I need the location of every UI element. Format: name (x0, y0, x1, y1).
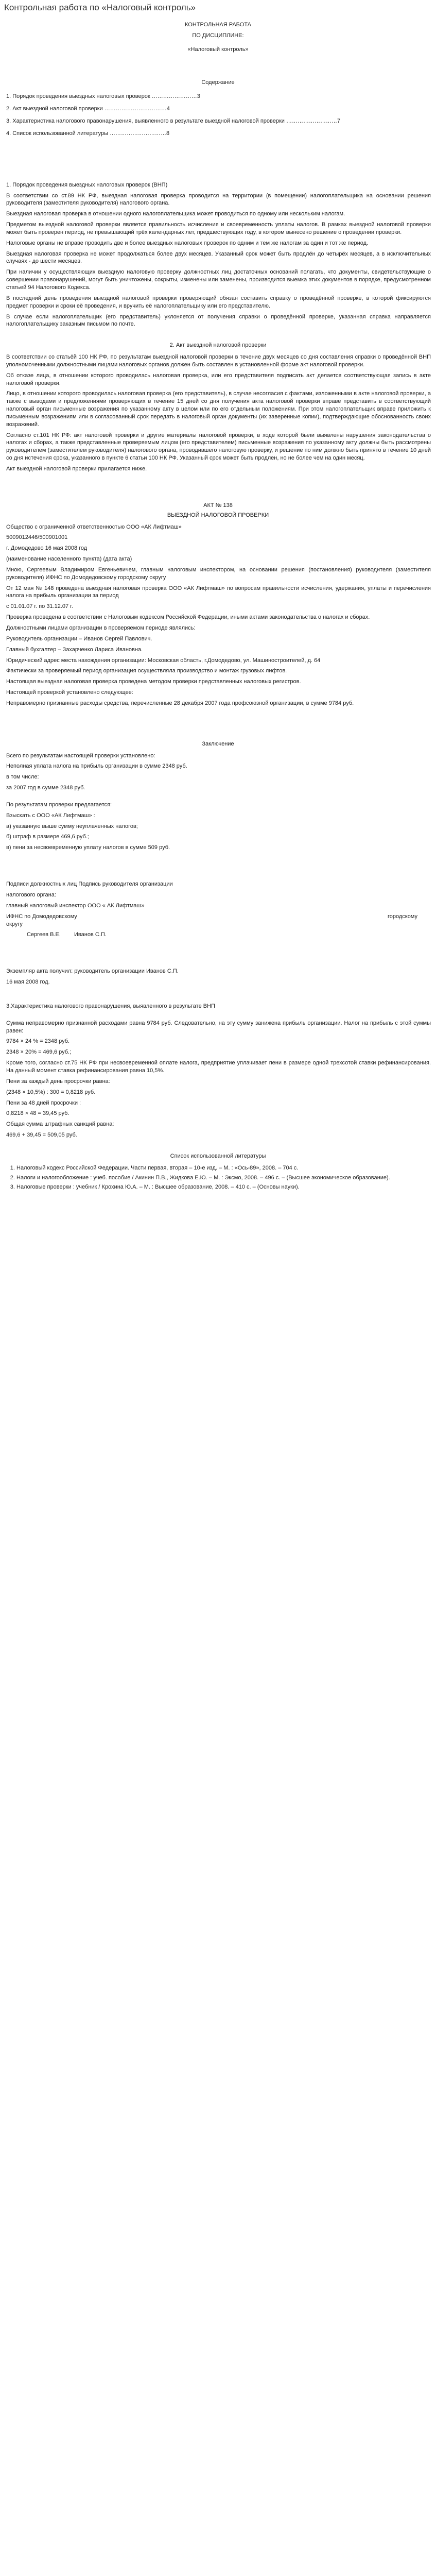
paragraph: Мною, Сергеевым Владимиром Евгеньевичем, главным налоговым инспектором, на основании решения (постановления) руководителя (заместителя руководителя) ИФНС по Домодедовскому городскому округу (6, 566, 431, 581)
paragraph: Главный бухгалтер – Захарченко Лариса Ивановна. (6, 646, 143, 653)
section3-body (3, 1020, 433, 1139)
paragraph: В случае если налогоплательщик (его представитель) уклоняется от получения справки о проведённой проверке, указанная справка направляется налогоплательщику заказным письмом по почте. (6, 313, 431, 328)
toc-title: Содержание (201, 79, 235, 86)
conclusion-body (3, 752, 433, 852)
cover-line: «Налоговый контроль» (187, 46, 249, 53)
bibliography-item: 3. Налоговые проверки : учебник / Крохина Ю.А. – М. : Высшее образование, 2008. – 410 с. – (Основы науки). (16, 1183, 433, 1191)
bibliography-list (3, 1164, 433, 1192)
signatures-org-line: налогового органа: (6, 892, 56, 898)
calc-line: 9784 × 24 % = 2348 руб. (6, 1038, 70, 1045)
cover-heading (3, 21, 433, 54)
paragraph: Лицо, в отношении которого проводилась налоговая проверка (его представитель), в случае несогласия с фактами, изложенными в акте налоговой проверки, а также с выводами и предложениями проверяющих в течение 15 дней со дня получения акта налоговой проверки вправе представить в соответствующий налоговый орган письменные возражения по указанному акту в целом или по его отдельным положениям. При этом налогоплательщик вправе приложить к письменным возражениям или в согласованный срок передать в налоговый орган документы (их заверенные копии), подтверждающие обоснованность своих возражений. (6, 391, 431, 428)
table-of-contents (6, 93, 433, 137)
section1-title: 1. Порядок проведения выездных налоговых проверок (ВНП) (6, 181, 168, 188)
paragraph: Неправомерно признанные расходы средства, перечисленные 28 декабря 2007 года профсоюзной организации, в сумме 9784 руб. (6, 700, 354, 706)
paragraph: Акт выездной налоговой проверки прилагается ниже. (6, 466, 147, 472)
act-company: Общество с ограниченной ответственностью ООО «АК Лифтмаш» (6, 523, 182, 530)
signatures-names (6, 931, 433, 939)
cover-line: ПО ДИСЦИПЛИНЕ: (192, 32, 244, 39)
conclusion-line: в) пени за несвоевременную уплату налогов в сумме 509 руб. (6, 844, 170, 851)
toc-item: 1. Порядок проведения выездных налоговых проверок ……………………3 (6, 93, 200, 100)
signature-name-director: Иванов С.П. (74, 931, 107, 938)
paragraph: Юридический адрес места нахождения организации: Московская область, г.Домодедово, ул. Машиностроителей, д. 64 (6, 657, 321, 664)
paragraph: Сумма неправомерно признанной расходами равна 9784 руб. Следовательно, на эту сумму занижена прибыль организации. Налог на прибыль с этой суммы равен: (6, 1020, 431, 1034)
paragraph: Кроме того, согласно ст.75 НК РФ при несвоевременной оплате налога, предприятие уплачивает пени в размере одной трехсотой ставки рефинансирования. На данный момент ставка рефинансирования равна 10,5%. (6, 1060, 431, 1074)
paragraph: Об отказе лица, в отношении которого проводилась налоговая проверка, или его представителя подписать акт делается соответствующая запись в акте налоговой проверки. (6, 372, 431, 386)
calc-line: 0,8218 × 48 = 39,45 руб. (6, 1110, 69, 1117)
act-number: АКТ № 138 (203, 502, 233, 509)
paragraph: Фактически за проверяемый период организация осуществляла производство и монтаж грузовых лифтов. (6, 668, 287, 674)
bibliography-item: 1. Налоговый кодекс Российской Федерации. Части первая, вторая – 10-е изд. – М. : «Ось-89», 2008. – 704 с. (16, 1164, 433, 1172)
paragraph: От 12 мая № 148 проведена выездная налоговая проверка ООО «АК Лифтмаш» по вопросам правильности исчисления, удержания, уплаты и перечисления налога на прибыль организации за период (6, 585, 431, 599)
section3-title: 3.Характеристика налогового правонарушения, выявленного в результате ВНП (6, 1003, 215, 1009)
calc-line: (2348 × 10,5%) : 300 = 0,8218 руб. (6, 1089, 96, 1095)
paragraph: Проверка проведена в соответствии с Налоговым кодексом Российской Федерации, иными актами законодательства о налогах и сборах. (6, 614, 370, 621)
paragraph: Согласно ст.101 НК РФ: акт налоговой проверки и другие материалы налоговой проверки, в ходе которой были выявлены нарушения законодательства о налогах и сборах, а также представленные проверяемым лицом (его представителем) письменные возражения по указанному акту должны быть рассмотрены руководителем (заместителем руководителя) налогового органа, проводившего налоговую проверку, и решение по ним должно быть принято в течение 10 дней со дня истечения срока, указанного в пункте 6 статьи 100 НК РФ. Указанный срок может быть продлен, но не более чем на один месяц. (6, 432, 431, 462)
paragraph: Налоговые органы не вправе проводить две и более выездных налоговых проверок по одним и тем же налогам за один и тот же период. (6, 240, 369, 246)
copy-received: Экземпляр акта получил: руководитель организации Иванов С.П. (6, 968, 179, 975)
bibliography-item: 2. Налоги и налогообложение : учеб. пособие / Акинин П.В., Жидкова Е.Ю. – М. : Эксмо, 2008. – 496 с. – (Высшее экономическое образование). (16, 1174, 433, 1182)
act-body (3, 566, 433, 707)
conclusion-line: По результатам проверки предлагается: (6, 801, 112, 808)
conclusion-line: Всего по результатам настоящей проверки установлено: (6, 752, 155, 759)
cover-line: КОНТРОЛЬНАЯ РАБОТА (184, 21, 252, 28)
act-place-note: (наименование населенного пункта) (дата акта) (6, 556, 132, 563)
signatures-ifns-row (6, 913, 417, 921)
paragraph: Выездная налоговая проверка в отношении одного налогоплательщика может проводиться по одному или нескольким налогам. (6, 211, 345, 217)
calc-line: Пени за 48 дней просрочки : (6, 1099, 81, 1106)
document-title: Контрольная работа по «Налоговый контроль» (4, 3, 196, 12)
toc-item: 2. Акт выездной налоговой проверки ……………………………4 (6, 106, 170, 112)
paragraph: В соответствии со статьёй 100 НК РФ, по результатам выездной налоговой проверки в течение двух месяцев со дня составления справки о проведённой ВНП уполномоченными должностными лицами налоговых органов должен быть составлен в установленной форме акт налоговой проверки. (6, 354, 431, 368)
paragraph: Руководитель организации – Иванов Сергей Павлович. (6, 635, 152, 642)
paragraph: Предметом выездной налоговой проверки является правильность исчисления и своевременность уплаты налогов. В рамках выездной налоговой проверки может быть проверен период, не превышающий трёх календарных лет, предшествующих году, в котором вынесено решение о проведении проверки. (6, 222, 431, 235)
toc-item: 4. Список использованной литературы …………………………8 (6, 130, 170, 137)
signatures-heading: Подписи должностных лиц Подпись руководителя организации (6, 881, 173, 888)
conclusion-line: за 2007 год в сумме 2348 руб. (6, 785, 85, 791)
bibliography-title: Список использованной литературы (170, 1153, 266, 1159)
signatures-ifns: ИФНС по Домодедовскому (6, 913, 77, 920)
calc-line: Общая сумма штрафных санкций равна: (6, 1121, 114, 1128)
signature-name-inspector: Сергеев В.Е. (27, 931, 61, 938)
act-title: ВЫЕЗДНОЙ НАЛОГОВОЙ ПРОВЕРКИ (167, 512, 269, 518)
conclusion-title: Заключение (202, 740, 234, 747)
conclusion-line: а) указанную выше сумму неуплаченных налогов; (6, 823, 138, 829)
copy-date: 16 мая 2008 год. (6, 979, 50, 986)
conclusion-line: Неполная уплата налога на прибыль организации в сумме 2348 руб. (6, 763, 187, 770)
paragraph: В последний день проведения выездной налоговой проверки проверяющий обязан составить справку о проведённой проверке, в которой фиксируются предмет проверки и сроки её проведения, и вручить её налогоплательщику или его представителю. (6, 295, 431, 309)
paragraph: В соответствии со ст.89 НК РФ, выездная налоговая проверка проводится на территории (в помещении) налогоплательщика на основании решения руководителя (заместителя руководителя) налогового органа. (6, 192, 431, 207)
section1-body (3, 192, 433, 329)
calc-line: 469,6 + 39,45 = 509,05 руб. (6, 1132, 77, 1139)
section2-body (3, 353, 433, 473)
paragraph: Должностными лицами организации в проверяемом периоде являлись: (6, 624, 196, 631)
calc-line: Пени за каждый день просрочки равна: (6, 1078, 110, 1084)
conclusion-line: б) штраф в размере 469,6 руб.; (6, 834, 89, 840)
paragraph: При наличии у осуществляющих выездную налоговую проверку должностных лиц достаточных оснований полагать, что документы, свидетельствующие о совершении правонарушений, могут быть уничтожены, сокрыты, изменены или заменены, производится выемка этих документов в порядке, предусмотренном статьей 94 Налогового Кодекса. (6, 269, 431, 291)
signatures-inspector: главный налоговый инспектор ООО « АК Лифтмаш» (6, 902, 145, 909)
section2-title: 2. Акт выездной налоговой проверки (169, 342, 267, 349)
signatures-okrug: округу (6, 921, 23, 927)
conclusion-line: Взыскать с ООО «АК Лифтмаш» : (6, 812, 95, 819)
paragraph: Настоящей проверкой установлено следующее: (6, 689, 133, 696)
signatures-ifns-right: городскому (387, 913, 417, 920)
paragraph: с 01.01.07 г. по 31.12.07 г. (6, 603, 73, 610)
conclusion-line: в том числе: (6, 774, 39, 781)
paragraph: Настоящая выездная налоговая проверка проведена методом проверки представленных налоговых регистров. (6, 679, 301, 685)
toc-item: 3. Характеристика налогового правонарушения, выявленного в результате выездной налоговой проверки ………………………7 (6, 118, 341, 124)
signatures (3, 880, 433, 986)
paragraph: Выездная налоговая проверка не может продолжаться более двух месяцев. Указанный срок может быть продлён до четырёх месяцев, а в исключительных случаях - до шести месяцев. (6, 250, 431, 265)
act-inn: 5009012446/500901001 (6, 534, 68, 541)
calc-line: 2348 × 20% = 469,6 руб.; (6, 1049, 72, 1056)
act-place-date: г. Домодедово 16 мая 2008 год (6, 545, 88, 552)
page-blank-area (3, 1193, 433, 2576)
